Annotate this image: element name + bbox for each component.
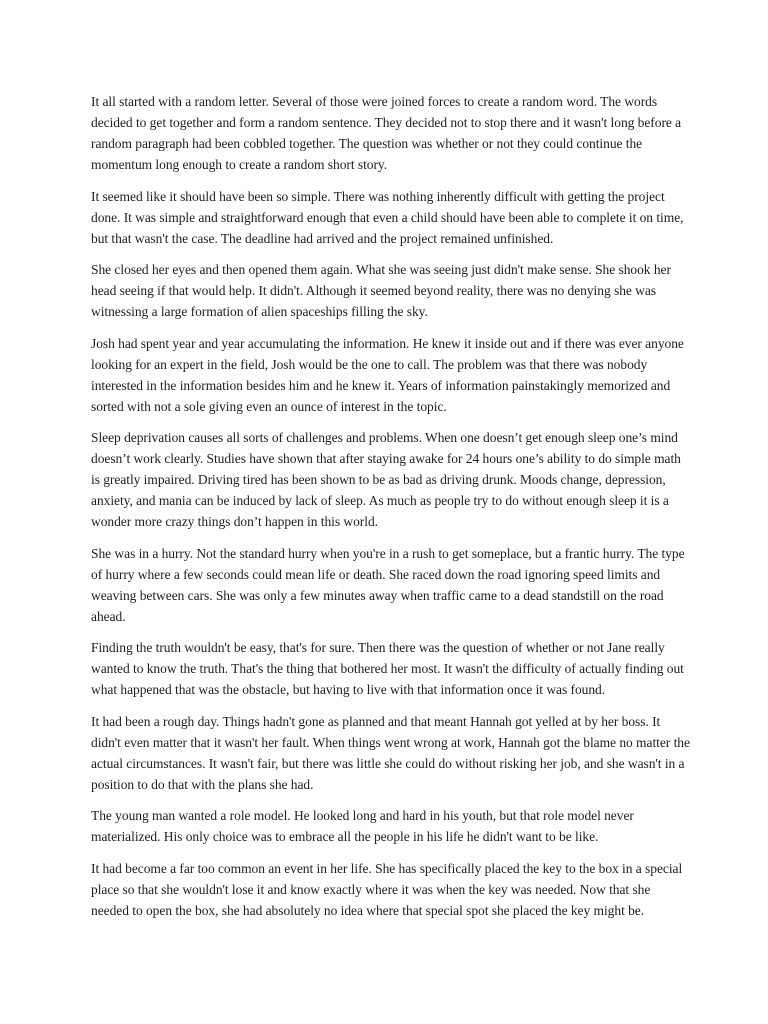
paragraph-2: It seemed like it should have been so simple. There was nothing inherently difficult with getting the project done. It was simple and straightforward enough that even a child should have been able to complete it on time, but that wasn't the case. The deadline had arrived and the project remained unfinished. bbox=[91, 188, 684, 246]
paragraph-4: Josh had spent year and year accumulating the information. He knew it inside out and if there was ever anyone looking for an expert in the field, Josh would be the one to call. The problem was that there was nobody interested in the information besides him and he knew it. Years of information painstakingly memorized and sorted with not a sole giving even an ounce of interest in the topic. bbox=[91, 335, 684, 414]
paragraph-10: It had become a far too common an event in her life. She has specifically placed the key to the box in a special place so that she wouldn't lose it and know exactly where it was when the key was needed. Now that she needed to open the box, she had absolutely no idea where that special spot she placed the key might be. bbox=[91, 860, 683, 918]
paragraph-7: Finding the truth wouldn't be easy, that's for sure. Then there was the question of whether or not Jane really wanted to know the truth. That's the thing that bothered her most. It wasn't the difficulty of actually finding out what happened that was the obstacle, but having to live with that information once it was found. bbox=[91, 640, 684, 697]
paragraph-3: She closed her eyes and then opened them again. What she was seeing just didn't make sense. She shook her head seeing if that would help. It didn't. Although it seemed beyond reality, there was no denying she was witnessing a large formation of alien spaceships filling the sky. bbox=[91, 262, 671, 319]
paragraph-8: It had been a rough day. Things hadn't gone as planned and that meant Hannah got yelled at by her boss. It didn't even matter that it wasn't her fault. When things went wrong at work, Hannah got the blame no matter the actual circumstances. It wasn't fair, but there was little she could do without risking her job, and she wasn't in a position to do that with the plans she had. bbox=[91, 713, 690, 792]
paragraph-6: She was in a hurry. Not the standard hurry when you're in a rush to get someplace, but a frantic hurry. The type of hurry where a few seconds could mean life or death. She raced down the road ignoring speed limits and weaving between cars. She was only a few minutes away when traffic came to a dead standstill on the road ahead. bbox=[91, 545, 685, 624]
document-body bbox=[91, 91, 691, 931]
paragraph-5: Sleep deprivation causes all sorts of challenges and problems. When one doesn’t get enough sleep one’s mind doesn’t work clearly. Studies have shown that after staying awake for 24 hours one’s ability to do simple math is greatly impaired. Driving tired has been shown to be as bad as driving drunk. Moods change, depression, anxiety, and mania can be induced by lack of sleep. As much as people try to do without enough sleep it is a wonder more crazy things don’t happen in this world. bbox=[91, 430, 681, 529]
paragraph-9: The young man wanted a role model. He looked long and hard in his youth, but that role model never materialized. His only choice was to embrace all the people in his life he didn't want to be like. bbox=[91, 808, 634, 844]
paragraph-1: It all started with a random letter. Several of those were joined forces to create a random word. The words decided to get together and form a random sentence. They decided not to stop there and it wasn't long before a random paragraph had been cobbled together. The question was whether or not they could continue the momentum long enough to create a random short story. bbox=[91, 94, 682, 172]
